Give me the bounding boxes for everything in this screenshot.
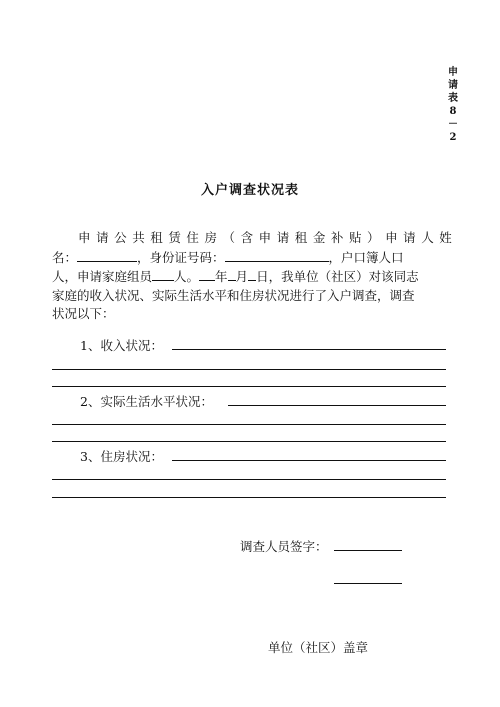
living-standard-blank[interactable] [228,405,446,406]
id-number-label: ，身份证号码： [137,249,225,265]
form-number-char: 申 [448,67,458,78]
form-number-label [444,66,462,144]
intro-char: 租 [150,230,163,245]
housing-status-line[interactable] [52,479,446,480]
day-label: 日，我单位（社区）对该同志 [256,269,419,284]
member-count-blank[interactable] [152,267,174,281]
income-status-line[interactable] [52,386,446,387]
day-blank[interactable] [248,267,256,281]
household-count-label: ，户口簿人口 [328,249,404,265]
intro-char: 含 [240,230,254,245]
intro-char: ） [367,230,380,245]
members-label: 人，申请家庭组员 [52,269,153,284]
intro-char: 请 [276,230,290,245]
month-blank[interactable] [228,267,236,281]
intro-line-2 [52,248,452,268]
intro-char: 赁 [168,230,181,245]
intro-char: 金 [312,230,326,245]
intro-char: 公 [114,230,127,245]
housing-status-label: 3、住房状况： [80,449,163,464]
intro-line-1 [52,229,452,248]
intro-char: 贴 [348,230,362,245]
living-standard-label: 2、实际生活水平状况： [80,394,213,409]
form-number-char: 2 [449,132,457,143]
year-blank[interactable] [199,267,215,281]
income-status-line[interactable] [52,369,446,370]
intro-line-5: 状况以下： [52,306,115,321]
form-number-char: 表 [448,93,458,104]
form-number-char: 请 [448,80,458,91]
intro-char: 人 [421,230,434,245]
form-title: 入户调查状况表 [200,183,299,198]
income-status-label: 1、收入状况： [80,338,163,353]
housing-status-line[interactable] [52,497,446,498]
month-label: 月 [235,269,249,284]
housing-status-blank[interactable] [172,460,446,461]
intro-char: 请 [96,230,109,245]
investigator-signature-blank[interactable] [334,550,402,551]
signature-date-blank[interactable] [334,583,402,584]
intro-char: 补 [330,230,344,245]
form-number-char: － [448,119,458,130]
intro-char: 姓 [439,230,452,245]
intro-char: （ [222,230,236,245]
applicant-name-blank[interactable] [77,248,137,262]
investigator-signature-label: 调查人员签字： [240,539,328,554]
name-label: 名： [52,249,78,265]
intro-char: 请 [403,230,416,245]
members-unit: 人。 [174,269,200,284]
unit-stamp-label: 单位（社区）盖章 [268,640,369,655]
intro-char: 租 [294,230,308,245]
intro-char: 申 [258,230,272,245]
form-number-char: 8 [449,106,457,117]
income-status-blank[interactable] [172,349,446,350]
id-number-blank[interactable] [225,248,329,262]
intro-char: 申 [385,230,398,245]
intro-char: 共 [132,230,145,245]
intro-line-4: 家庭的收入状况、实际生活水平和住房状况进行了入户调查，调查 [52,287,415,303]
intro-char: 房 [204,230,217,245]
intro-char: 住 [186,230,199,245]
intro-char: 申 [78,230,91,245]
intro-paragraph [52,229,452,324]
year-label: 年 [215,269,228,284]
intro-line-3 [52,267,452,287]
living-standard-line[interactable] [52,424,446,425]
living-standard-line[interactable] [52,441,446,442]
